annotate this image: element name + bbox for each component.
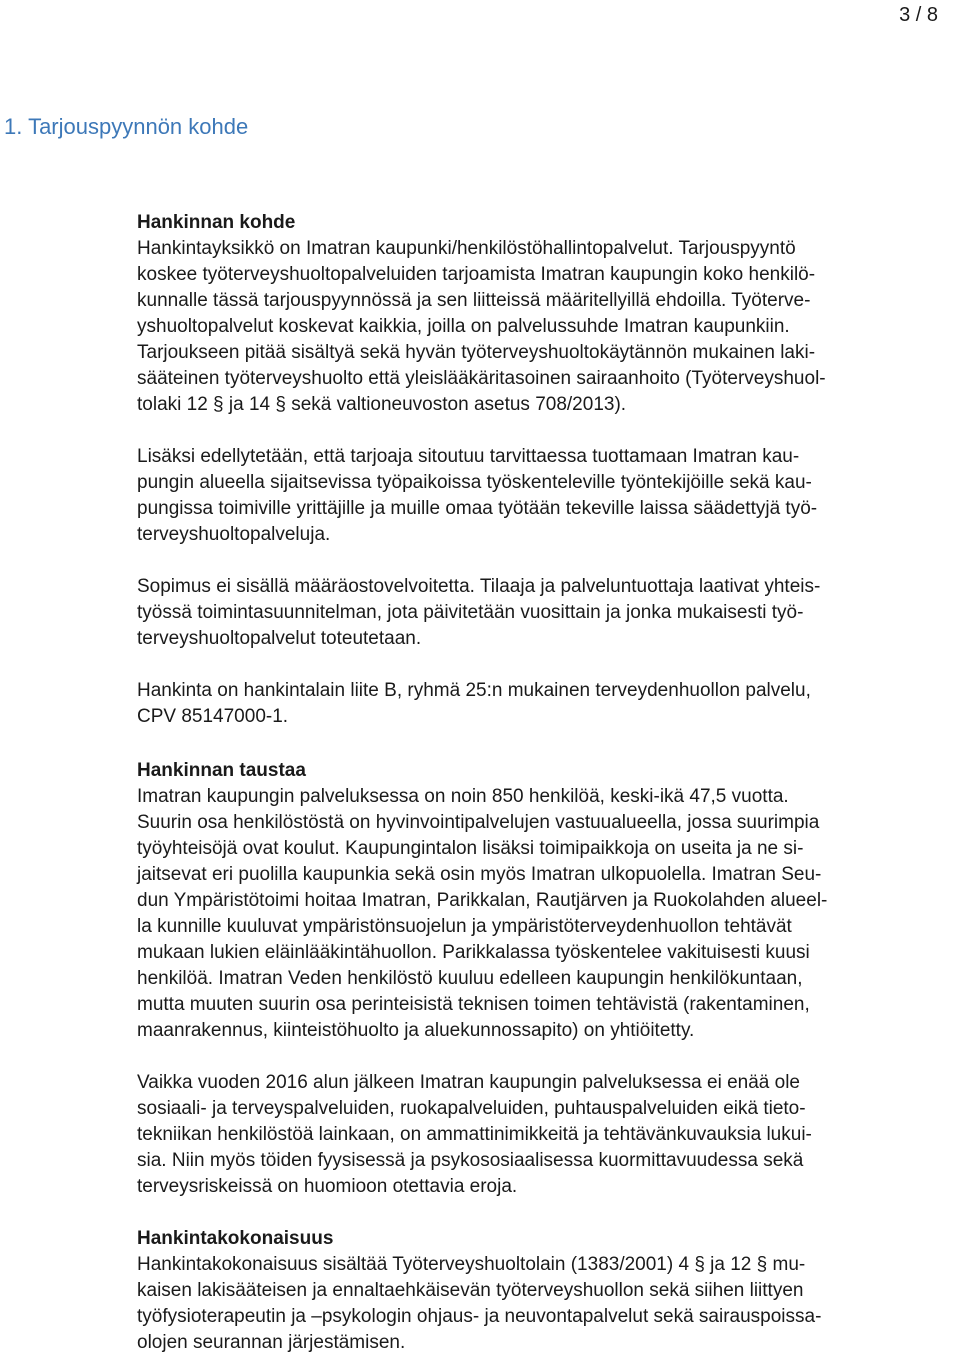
text-line: Sopimus ei sisällä määräostovelvoitetta. Tilaaja ja palveluntuottaja laativat yhteis-: [137, 576, 821, 597]
text-line: sääteinen työterveyshuolto että yleislääkäritasoinen sairaanhoito (Työterveyshuol-: [137, 368, 826, 389]
text-line: yshuoltopalvelut koskevat kaikkia, joilla on palvelussuhde Imatran kaupunkiin.: [137, 316, 790, 337]
text-line: Lisäksi edellytetään, että tarjoaja sitoutuu tarvittaessa tuottamaan Imatran kau-: [137, 446, 800, 467]
text-line: työyhteisöjä ovat koulut. Kaupungintalon lisäksi toimipaikkoja on useita ja ne si-: [137, 838, 804, 859]
text-line: kaisen lakisääteisen ja ennaltaehkäisevän työterveyshuollon sekä siihen liittyen: [137, 1280, 804, 1301]
paragraph: [137, 678, 949, 730]
text-line: terveysriskeissä on huomioon otettavia eroja.: [137, 1176, 518, 1197]
text-line: olojen seurannan järjestämisen.: [137, 1332, 406, 1353]
heading-hankintakokonaisuus: Hankintakokonaisuus: [137, 1228, 334, 1249]
document-body: [137, 210, 949, 1356]
text-line: terveyshuoltopalveluja.: [137, 524, 331, 545]
text-line: pungin alueella sijaitsevissa työpaikoissa työskenteleville työntekijöille sekä kau-: [137, 472, 812, 493]
text-line: tolaki 12 § ja 14 § sekä valtioneuvoston asetus 708/2013).: [137, 394, 627, 415]
text-line: Hankintayksikkö on Imatran kaupunki/henkilöstöhallintopalvelut. Tarjouspyyntö: [137, 238, 796, 259]
text-line: Suurin osa henkilöstöstä on hyvinvointipalvelujen vastuualueella, jossa suurimpia: [137, 812, 820, 833]
text-line: sosiaali- ja terveyspalveluiden, ruokapalveluiden, puhtauspalveluiden eikä tieto-: [137, 1098, 806, 1119]
text-line: Vaikka vuoden 2016 alun jälkeen Imatran kaupungin palveluksessa ei enää ole: [137, 1072, 800, 1093]
paragraph: [137, 784, 949, 1044]
paragraph: [137, 236, 949, 418]
text-line: kunnalle tässä tarjouspyynnössä ja sen liitteissä määritellyillä ehdoilla. Työterve-: [137, 290, 811, 311]
text-line: sia. Niin myös töiden fyysisessä ja psykososiaalisessa kuormittavuudessa sekä: [137, 1150, 804, 1171]
text-line: tekniikan henkilöstöä lainkaan, on ammattinimikkeitä ja tehtävänkuvauksia lukui-: [137, 1124, 812, 1145]
text-line: jaitsevat eri puolilla kaupunkia sekä osin myös Imatran ulkopuolella. Imatran Seu-: [137, 864, 822, 885]
text-line: henkilöä. Imatran Veden henkilöstö kuuluu edelleen kaupungin henkilökuntaan,: [137, 968, 803, 989]
spacer: [137, 1044, 949, 1070]
heading-hankinnan-kohde: Hankinnan kohde: [137, 212, 296, 233]
text-line: työfysioterapeutin ja –psykologin ohjaus- ja neuvontapalvelut sekä sairauspoissa-: [137, 1306, 822, 1327]
paragraph: [137, 1070, 949, 1200]
text-line: Hankintakokonaisuus sisältää Työterveyshuoltolain (1383/2001) 4 § ja 12 § mu-: [137, 1254, 806, 1275]
text-line: pungissa toimiville yrittäjille ja muille omaa työtään tekeville laissa säädettyjä työ-: [137, 498, 818, 519]
text-line: maanrakennus, kiinteistöhuolto ja aluekunnossapito) on yhtiöitetty.: [137, 1020, 695, 1041]
paragraph: [137, 1252, 949, 1356]
spacer: [137, 548, 949, 574]
text-line: dun Ympäristötoimi hoitaa Imatran, Parikkalan, Rautjärven ja Ruokolahden alueel-: [137, 890, 828, 911]
paragraph: [137, 574, 949, 652]
spacer: [137, 418, 949, 444]
spacer: [137, 652, 949, 678]
page-number: 3 / 8: [899, 4, 938, 26]
text-line: Hankinta on hankintalain liite B, ryhmä 25:n mukainen terveydenhuollon palvelu,: [137, 680, 811, 701]
text-line: mutta muuten suurin osa perinteisistä teknisen toimen tehtävistä (rakentaminen,: [137, 994, 810, 1015]
text-line: Imatran kaupungin palveluksessa on noin 850 henkilöä, keski-ikä 47,5 vuotta.: [137, 786, 789, 807]
text-line: la kunnille kuuluvat ympäristönsuojelun ja ympäristöterveydenhuollon tehtävät: [137, 916, 792, 937]
spacer: [137, 1200, 949, 1226]
spacer: [137, 730, 949, 758]
section-title: 1. Tarjouspyynnön kohde: [4, 114, 249, 139]
text-line: Tarjoukseen pitää sisältyä sekä hyvän työterveyshuoltokäytännön mukainen laki-: [137, 342, 816, 363]
heading-hankinnan-taustaa: Hankinnan taustaa: [137, 760, 306, 781]
text-line: CPV 85147000-1.: [137, 706, 289, 727]
paragraph: [137, 444, 949, 548]
text-line: työssä toimintasuunnitelman, jota päivitetään vuosittain ja jonka mukaisesti työ-: [137, 602, 804, 623]
text-line: mukaan lukien eläinlääkintähuollon. Parikkalassa työskentelee vakituisesti kuusi: [137, 942, 810, 963]
text-line: terveyshuoltopalvelut toteutetaan.: [137, 628, 422, 649]
text-line: koskee työterveyshuoltopalveluiden tarjoamista Imatran kaupungin koko henkilö-: [137, 264, 816, 285]
